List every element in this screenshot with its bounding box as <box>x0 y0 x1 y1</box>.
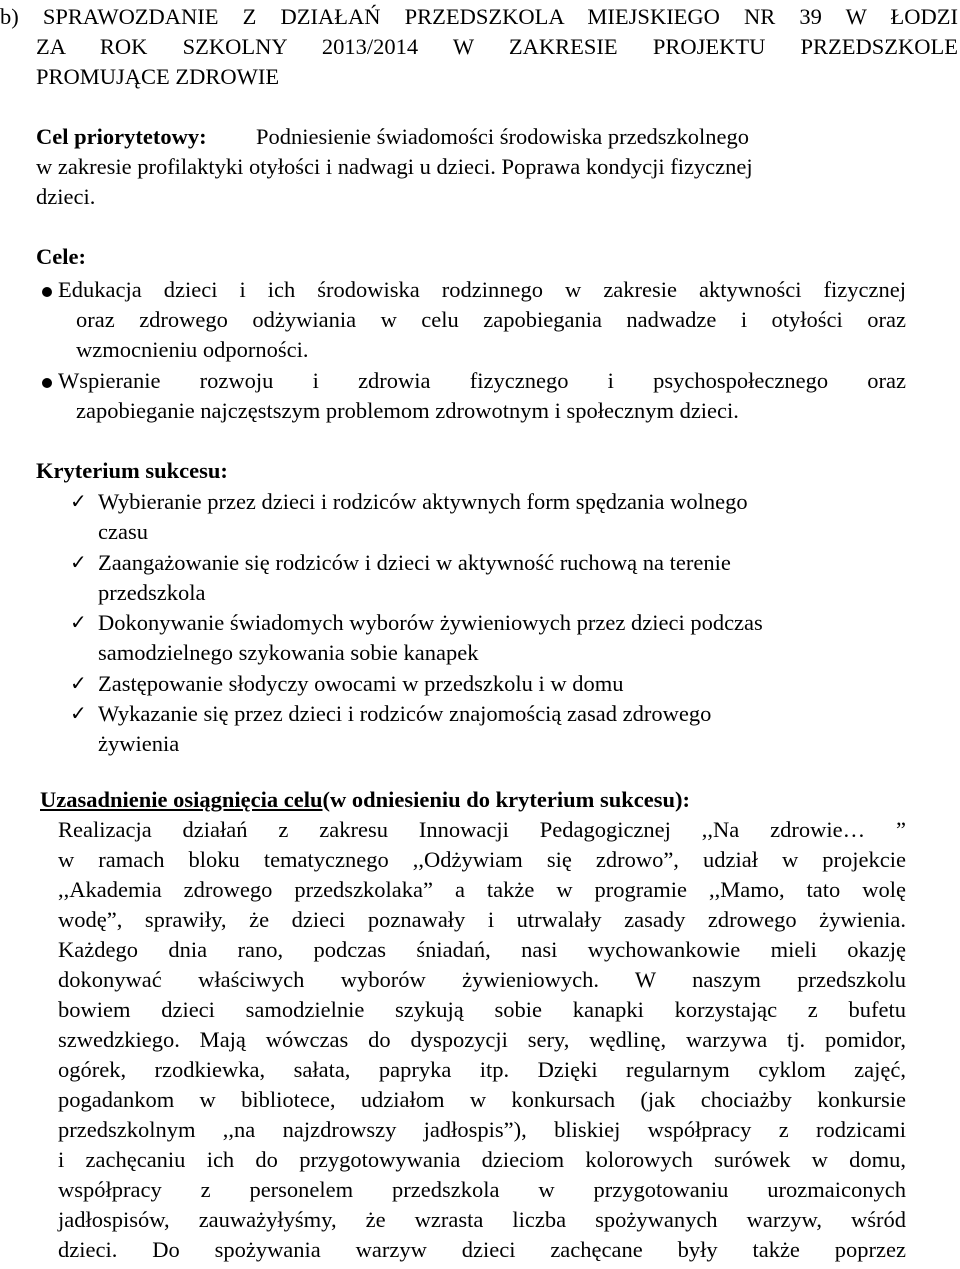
criterion-5-line-2: żywienia <box>98 731 180 756</box>
justification-line: w ramach bloku tematycznego ,,Odżywiam się zdrowo”, udział w projekcie <box>58 847 906 872</box>
justification-heading <box>40 785 690 815</box>
justification-line: szwedzkiego. Mają wówczas do dyspozycji sery, wędlinę, warzywa tj. pomidor, <box>58 1027 906 1052</box>
priority-text-line-3: dzieci. <box>36 184 96 209</box>
justification-line: jadłospisów, zauważyłyśmy, że wzrasta liczba spożywanych warzyw, wśród <box>58 1207 906 1232</box>
priority-text-line-2: w zakresie profilaktyki otyłości i nadwagi u dzieci. Poprawa kondycji fizycznej <box>36 154 753 179</box>
justification-line: dokonywać właściwych wyborów żywieniowych. W naszym przedszkolu <box>58 967 906 992</box>
goal-2-line-1: Wspieranie rozwoju i zdrowia fizycznego i psychospołecznego oraz <box>58 368 906 393</box>
priority-label: Cel priorytetowy: <box>36 124 207 149</box>
justification-label-suffix: (w odniesieniu do kryterium sukcesu): <box>322 787 691 812</box>
goal-2-line-2: zapobieganie najczęstszym problemom zdrowotnym i społecznym dzieci. <box>76 398 739 423</box>
justification-line: bowiem dzieci samodzielnie szykują sobie kanapki korzystając z bufetu <box>58 997 906 1022</box>
justification-line: współpracy z personelem przedszkola w przygotowaniu urozmaiconych <box>58 1177 906 1202</box>
checkmark-icon: ✓ <box>70 610 87 634</box>
goal-1-line-2: oraz zdrowego odżywiania w celu zapobiegania nadwadze i otyłości oraz <box>76 307 906 332</box>
bullet-icon <box>42 287 52 297</box>
goals-label: Cele: <box>36 244 86 269</box>
criterion-2-line-2: przedszkola <box>98 580 206 605</box>
checkmark-icon: ✓ <box>70 550 87 574</box>
document-title-line-1: b) SPRAWOZDANIE Z DZIAŁAŃ PRZEDSZKOLA MIEJSKIEGO NR 39 W ŁODZI <box>0 4 958 29</box>
criterion-1-line-2: czasu <box>98 519 148 544</box>
justification-line: przedszkolnym ,,na najzdrowszy jadłospis”), bliskiej współpracy z rodzicami <box>58 1117 906 1142</box>
justification-line: ,,Akademia zdrowego przedszkolaka” a także w programie ,,Mamo, tato wolę <box>58 877 906 902</box>
priority-text-line-1: Podniesienie świadomości środowiska przedszkolnego <box>256 124 750 149</box>
goal-1-line-3: wzmocnieniu odporności. <box>76 337 309 362</box>
criterion-5-line-1: Wykazanie się przez dzieci i rodziców znajomością zasad zdrowego <box>98 701 712 726</box>
document-title-line-3: PROMUJĄCE ZDROWIE <box>36 64 280 89</box>
justification-line: Realizacja działań z zakresu Innowacji Pedagogicznej ,,Na zdrowie… ” <box>58 817 906 842</box>
criterion-1-line-1: Wybieranie przez dzieci i rodziców aktywnych form spędzania wolnego <box>98 489 748 514</box>
goal-1-line-1: Edukacja dzieci i ich środowiska rodzinnego w zakresie aktywności fizycznej <box>58 277 906 302</box>
justification-line: wodę”, sprawiły, że dzieci poznawały i utrwalały zasady zdrowego żywienia. <box>58 907 906 932</box>
criterion-3-line-2: samodzielnego szykowania sobie kanapek <box>98 640 479 665</box>
justification-line: Każdego dnia rano, podczas śniadań, nasi wychowankowie mieli okazję <box>58 937 906 962</box>
justification-label: Uzasadnienie osiągnięcia celu <box>40 787 323 812</box>
checkmark-icon: ✓ <box>70 671 87 695</box>
document-title-line-2: ZA ROK SZKOLNY 2013/2014 W ZAKRESIE PROJEKTU PRZEDSZKOLE <box>36 34 958 59</box>
justification-line: pogadankom w bibliotece, udziałom w konkursach (jak chociażby konkursie <box>58 1087 906 1112</box>
bullet-icon <box>42 378 52 388</box>
criterion-4-line-1: Zastępowanie słodyczy owocami w przedszkolu i w domu <box>98 671 624 696</box>
justification-line: dzieci. Do spożywania warzyw dzieci zachęcane były także poprzez <box>58 1237 906 1262</box>
checkmark-icon: ✓ <box>70 489 87 513</box>
criterion-3-line-1: Dokonywanie świadomych wyborów żywieniowych przez dzieci podczas <box>98 610 763 635</box>
criterion-2-line-1: Zaangażowanie się rodziców i dzieci w aktywność ruchową na terenie <box>98 550 731 575</box>
justification-line: i zachęcaniu ich do przygotowywania dzieciom kolorowych surówek w domu, <box>58 1147 906 1172</box>
criteria-label: Kryterium sukcesu: <box>36 458 228 483</box>
justification-line: ogórek, rzodkiewka, sałata, papryka itp. Dzięki regularnym cyklom zajęć, <box>58 1057 906 1082</box>
checkmark-icon: ✓ <box>70 701 87 725</box>
